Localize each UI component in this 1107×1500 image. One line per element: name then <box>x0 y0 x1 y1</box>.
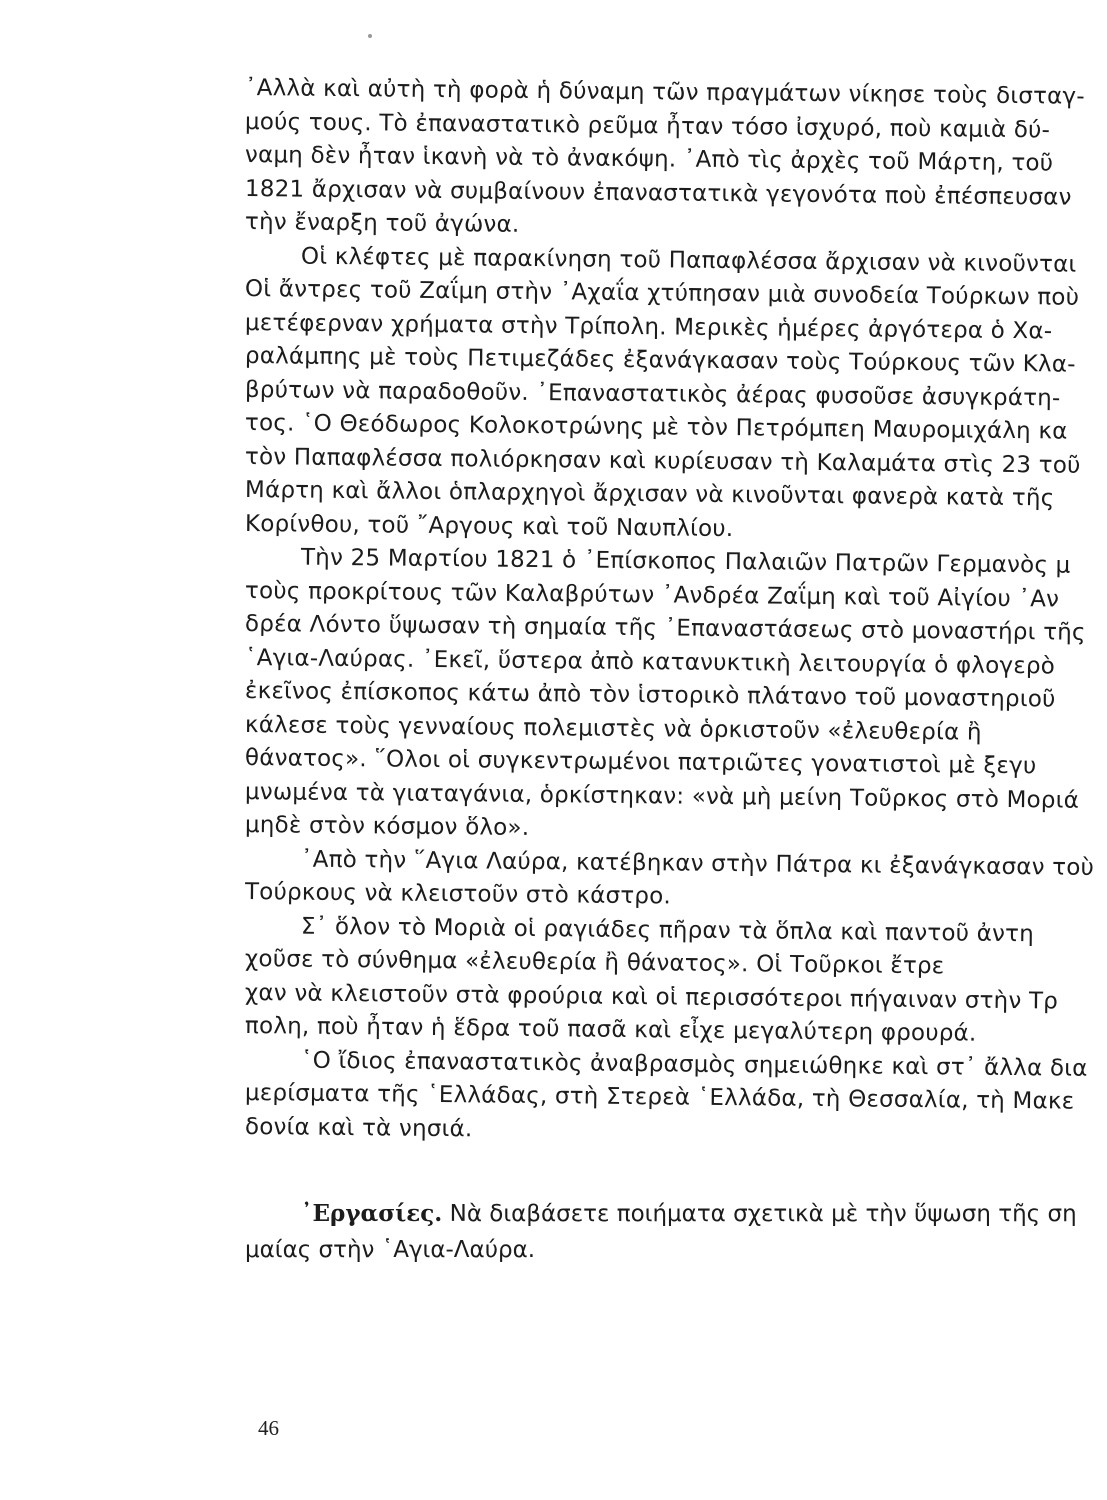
text-line: ῾Ο ἴδιος ἐπαναστατικὸς ἀναβρασμὸς σημειώθηκε καὶ στ᾽ ἄλλα δια <box>300 1047 1088 1082</box>
text-line: χαν νὰ κλειστοῦν στὰ φρούρια καὶ οἱ περισσότεροι πήγαιναν στὴν Τρ <box>244 979 1059 1015</box>
paragraph <box>245 72 1107 240</box>
text-line: μερίσματα τῆς ῾Ελλάδας, στὴ Στερεὰ ῾Ελλάδα, τὴ Θεσσαλία, τὴ Μακε <box>244 1080 1075 1115</box>
exercise-line <box>245 1196 1107 1232</box>
text-line: ραλάμπης μὲ τοὺς Πετιμεζάδες ἐξανάγκασαν τοὺς Τούρκους τῶν Κλα- <box>244 343 1076 378</box>
text-line: τὸν Παπαφλέσσα πολιόρκησαν καὶ κυρίευσαν τὴ Καλαμάτα στὶς 23 τοῦ <box>244 443 1081 479</box>
exercise-label: ᾽Εργασίες. <box>301 1200 443 1227</box>
text-line: Σ᾽ ὅλον τὸ Μοριὰ οἱ ραγιάδες πῆραν τὰ ὅπλα καὶ παντοῦ ἀντη <box>300 913 1035 947</box>
exercise-text: Νὰ διαβάσετε ποιήματα σχετικὰ μὲ τὴν ὕψωση τῆς ση <box>449 1201 1077 1227</box>
text-line: θάνατος». ῞Ολοι οἱ συγκεντρωμένοι πατριῶτες γονατιστοὶ μὲ ξεγυ <box>244 745 1037 780</box>
text-line: τὴν ἔναρξη τοῦ ἀγώνα. <box>244 209 520 238</box>
text-line: πολη, ποὺ ἦταν ἡ ἕδρα τοῦ πασᾶ καὶ εἶχε μεγαλύτερη φρουρά. <box>244 1013 977 1047</box>
text-line: δονία καὶ τὰ νησιά. <box>244 1113 473 1142</box>
text-line: ῾Αγια-Λαύρας. ᾽Εκεῖ, ὕστερα ἀπὸ κατανυκτικὴ λειτουργία ὁ φλογερὸ <box>244 644 1056 679</box>
text-line: 1821 ἄρχισαν νὰ συμβαίνουν ἐπαναστατικὰ γεγονότα ποὺ ἐπέσπευσαν <box>244 175 1072 211</box>
text-line: Οἱ ἄντρες τοῦ Ζαΐμη στὴν ᾽Αχαΐα χτύπησαν μιὰ συνοδεία Τούρκων ποὺ <box>244 276 1080 311</box>
paragraph <box>245 1044 1107 1145</box>
text-line: ᾽Αλλὰ καὶ αὐτὴ τὴ φορὰ ἡ δύναμη τῶν πραγμάτων νίκησε τοὺς δισταγ- <box>244 75 1085 110</box>
text-line: μνωμένα τὰ γιαταγάνια, ὁρκίστηκαν: «νὰ μὴ μείνη Τοῦρκος στὸ Μοριά <box>244 778 1080 814</box>
text-line: Οἱ κλέφτες μὲ παρακίνηση τοῦ Παπαφλέσσα ἄρχισαν νὰ κινοῦνται <box>300 243 1077 278</box>
page-number: 46 <box>258 1416 279 1440</box>
text-line: Κορίνθου, τοῦ ῎Αργους καὶ τοῦ Ναυπλίου. <box>244 510 734 542</box>
text-line: Μάρτη καὶ ἄλλοι ὁπλαρχηγοὶ ἄρχισαν νὰ κινοῦνται φανερὰ κατὰ τῆς <box>244 477 1055 512</box>
paragraph <box>245 541 1107 843</box>
text-line: τος. ῾Ο Θεόδωρος Κολοκοτρώνης μὲ τὸν Πετρόμπεη Μαυρομιχάλη κα <box>244 410 1068 445</box>
text-line: Τὴν 25 Μαρτίου 1821 ὁ ᾽Επίσκοπος Παλαιῶν Πατρῶν Γερμανὸς μ <box>300 544 1071 579</box>
text-line: μούς τους. Τὸ ἐπαναστατικὸ ρεῦμα ἦταν τόσο ἰσχυρό, ποὺ καμιὰ δύ- <box>244 108 1051 143</box>
text-line: χοῦσε τὸ σύνθημα «ἐλευθερία ἢ θάνατος». Οἱ Τοῦρκοι ἔτρε <box>244 946 945 980</box>
text-line: Τούρκους νὰ κλειστοῦν στὸ κάστρο. <box>244 879 672 910</box>
text-line: κάλεσε τοὺς γενναίους πολεμιστὲς νὰ ὁρκιστοῦν «ἐλευθερία ἢ <box>244 711 982 746</box>
text-line: ἐκεῖνος ἐπίσκοπος κάτω ἀπὸ τὸν ἱστορικὸ πλάτανο τοῦ μοναστηριοῦ <box>244 678 1056 713</box>
text-line: ναμη δὲν ἦταν ἱκανὴ νὰ τὸ ἀνακόψη. ᾽Απὸ τὶς ἀρχὲς τοῦ Μάρτη, τοῦ <box>244 142 1054 177</box>
exercise-line <box>245 1232 1107 1268</box>
exercise-section <box>245 1196 1107 1268</box>
body-text <box>245 72 1107 1268</box>
text-line: τοὺς προκρίτους τῶν Καλαβρύτων ᾽Ανδρέα Ζαΐμη καὶ τοῦ Αἰγίου ᾽Αν <box>244 577 1060 613</box>
text-line: μηδὲ στὸν κόσμον ὅλο». <box>244 812 530 841</box>
paragraph <box>245 240 1107 542</box>
text-line: δρέα Λόντο ὕψωσαν τὴ σημαία τῆς ᾽Επαναστάσεως στὸ μοναστήρι τῆς <box>244 611 1086 646</box>
text-line: βρύτων νὰ παραδοθοῦν. ᾽Επαναστατικὸς ἀέρας φυσοῦσε ἀσυγκράτη- <box>244 376 1061 412</box>
text-line: μετέφερναν χρήματα στὴν Τρίπολη. Μερικὲς ἡμέρες ἀργότερα ὁ Χα- <box>244 309 1053 344</box>
speck <box>368 34 372 38</box>
paragraph <box>244 910 1107 1047</box>
paragraph <box>245 843 1107 910</box>
exercise-text: μαίας στὴν ῾Αγια-Λαύρα. <box>245 1237 536 1263</box>
text-line: ᾽Απὸ τὴν ῞Αγια Λαύρα, κατέβηκαν στὴν Πάτρα κι ἐξανάγκασαν τοὺ <box>300 846 1095 881</box>
